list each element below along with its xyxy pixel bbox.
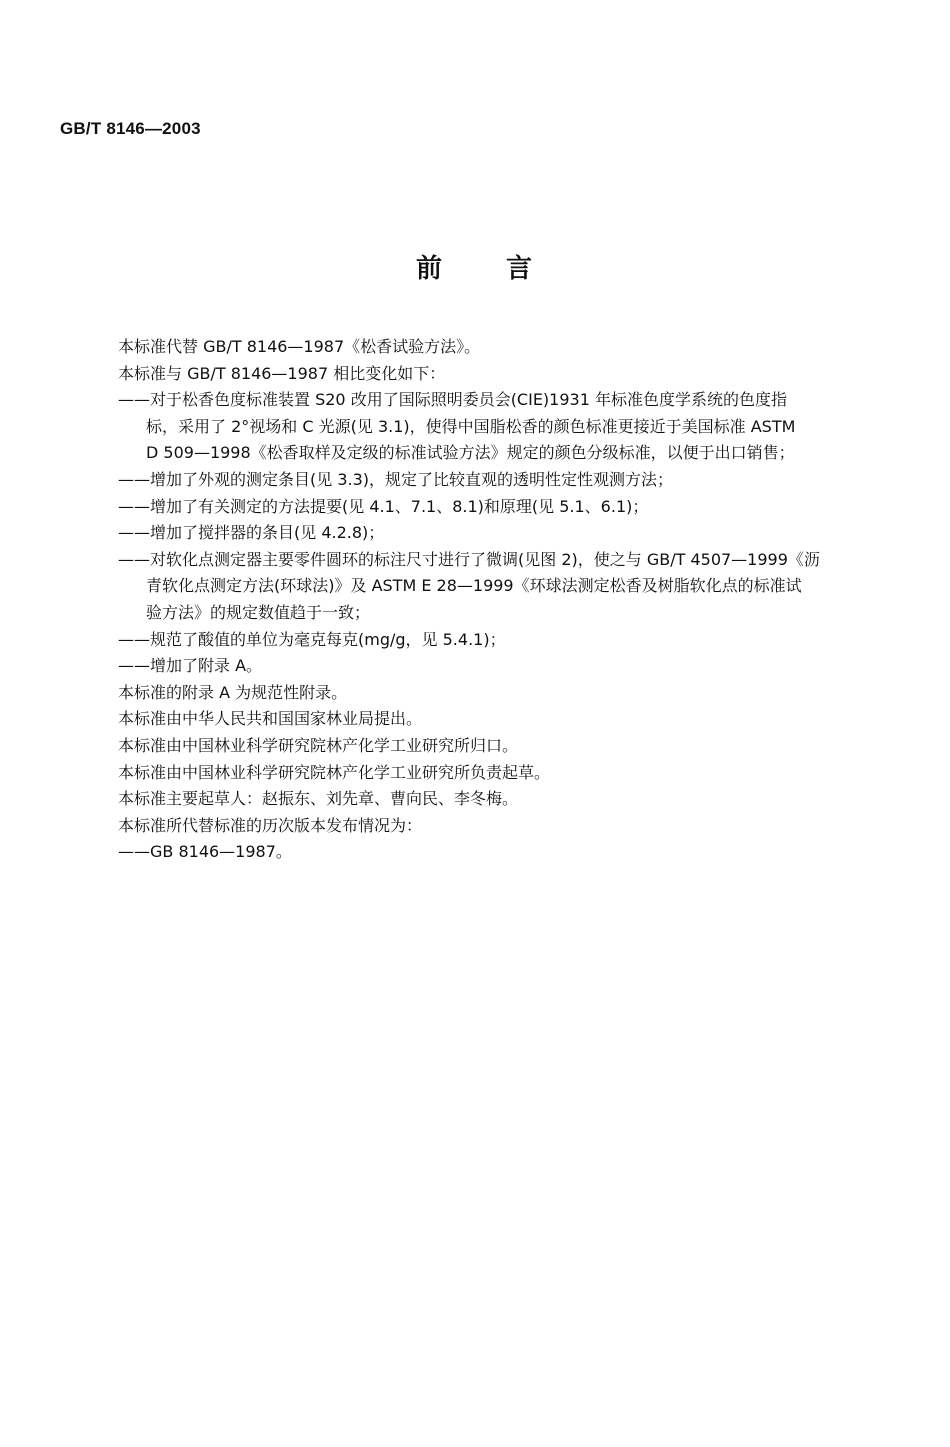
list-item-stirrer: ——增加了搅拌器的条目(见 4.2.8)；: [118, 523, 385, 543]
paragraph-history-intro: 本标准所代替标准的历次版本发布情况为：: [118, 815, 423, 835]
list-item-acid-value: ——规范了酸值的单位为毫克每克(mg/g，见 5.4.1)；: [118, 629, 506, 649]
paragraph-appendix-note: 本标准的附录 A 为规范性附录。: [118, 682, 348, 702]
list-item-appendix: ——增加了附录 A。: [118, 656, 263, 676]
foreword-body: [118, 334, 896, 866]
paragraph-centralized-by: 本标准由中国林业科学研究院林产化学工业研究所归口。: [118, 735, 519, 755]
paragraph-replaces: 本标准代替 GB/T 8146—1987《松香试验方法》。: [118, 337, 481, 356]
standard-number: GB/T 8146—2003: [60, 119, 201, 138]
list-item-line: D 509—1998《松香取样及定级的标准试验方法》规定的颜色分级标准，以便于出口销售；: [146, 443, 795, 463]
list-item-line: ——对软化点测定器主要零件圆环的标注尺寸进行了微调(见图 2)，使之与 GB/T 4507—1999《沥: [118, 549, 820, 569]
list-item-line: 标，采用了 2°视场和 C 光源(见 3.1)，使得中国脂松香的颜色标准更接近于美国标准 ASTM: [146, 416, 796, 436]
paragraph-changes-intro: 本标准与 GB/T 8146—1987 相比变化如下：: [118, 363, 446, 383]
list-item-color-standard: [118, 387, 896, 467]
paragraph-history-item: ——GB 8146—1987。: [118, 842, 292, 862]
list-item-method-summary: ——增加了有关测定的方法提要(见 4.1、7.1、8.1)和原理(见 5.1、6.1)；: [118, 496, 649, 516]
paragraph-drafters: 本标准主要起草人：赵振东、刘先章、曹向民、李冬梅。: [118, 789, 519, 809]
list-item-line: 验方法》的规定数值趋于一致；: [146, 602, 371, 622]
page-title: [0, 248, 950, 285]
title-char-1: 前: [415, 254, 444, 284]
list-item-line: 青软化点测定方法(环球法)》及 ASTM E 28—1999《环球法测定松香及树脂软化点的标准试: [146, 576, 802, 596]
list-item-softening-point: [118, 547, 896, 627]
paragraph-proposed-by: 本标准由中华人民共和国国家林业局提出。: [118, 709, 423, 729]
title-char-2: 言: [506, 254, 535, 284]
list-item-appearance: ——增加了外观的测定条目(见 3.3)，规定了比较直观的透明性定性观测方法；: [118, 469, 674, 489]
list-item-line: ——对于松香色度标准装置 S20 改用了国际照明委员会(CIE)1931 年标准色度学系统的色度指: [118, 390, 787, 410]
paragraph-drafted-by: 本标准由中国林业科学研究院林产化学工业研究所负责起草。: [118, 762, 551, 782]
